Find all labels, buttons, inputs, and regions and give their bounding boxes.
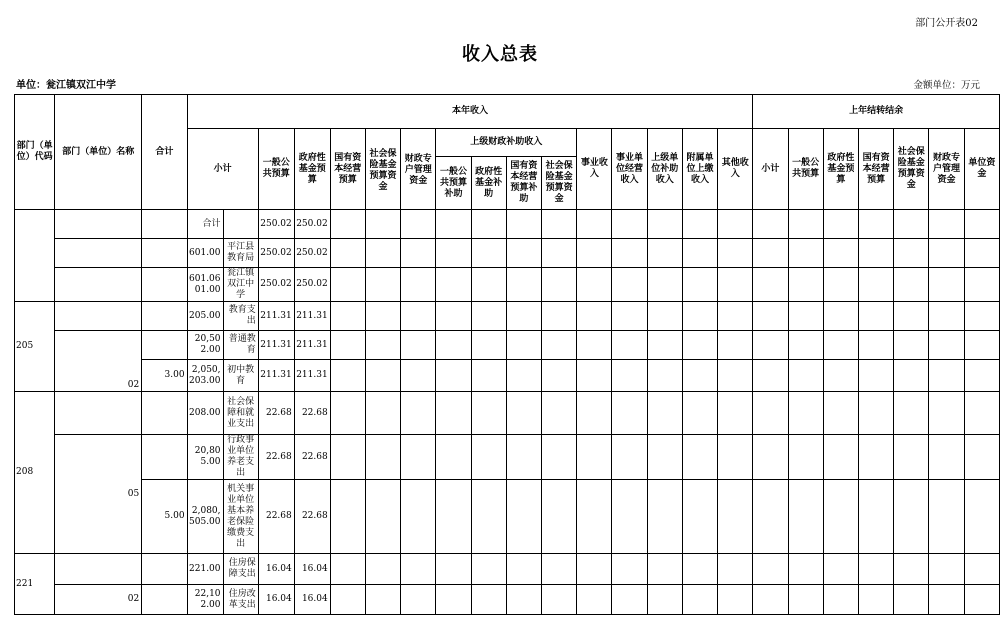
col-header-co-state-capital: 国有资本经营预算 [858,129,893,210]
sub-code-cell [55,302,142,331]
sub-code-cell [55,239,142,268]
item-code-cell [142,435,187,480]
item-code-cell [142,585,187,615]
col-header-social-insurance: 社会保险基金预算资金 [365,129,400,210]
general-cell: 22.68 [294,435,330,480]
item-code-cell [142,331,187,360]
general-cell: 16.04 [294,585,330,615]
col-header-co-unit-funds: 单位资金 [964,129,999,210]
subject-name-cell: 社会保障和就业支出 [223,392,258,435]
col-header-superior-subsidy: 上级财政补助收入 [436,129,577,157]
total-cell: 22.68 [258,392,294,435]
subject-cell: 221.00 [187,554,223,585]
subject-name-cell: 教育支出 [223,302,258,331]
general-cell: 211.31 [294,331,330,360]
table-row [15,302,1000,331]
subject-cell: 20,805.00 [187,435,223,480]
total-cell: 16.04 [258,554,294,585]
code-cell: 205 [15,302,55,392]
code-cell [15,210,55,302]
col-header-general-budget: 一般公共预算 [258,129,294,210]
table-row [15,392,1000,435]
col-header-co-social: 社会保险基金预算资金 [894,129,929,210]
col-header-co-gov-fund: 政府性基金预算 [823,129,858,210]
subject-cell: 合计 [187,210,223,239]
total-cell: 211.31 [258,360,294,392]
sub-code-cell: 02 [55,331,142,392]
general-cell: 250.02 [294,210,330,239]
total-cell: 22.68 [258,480,294,554]
item-code-cell [142,554,187,585]
subject-cell: 20,502.00 [187,331,223,360]
page-title: 收入总表 [462,44,538,65]
general-cell: 250.02 [294,268,330,302]
subject-cell: 2,080,505.00 [187,480,223,554]
col-header-subtotal: 小计 [187,129,258,210]
subject-name-cell: 住房改革支出 [223,585,258,615]
general-cell: 211.31 [294,360,330,392]
col-header-co-general: 一般公共预算 [788,129,823,210]
table-row [15,239,1000,268]
item-code-cell [142,392,187,435]
col-header-gov-fund: 政府性基金预算 [294,129,330,210]
col-header-other-income: 其他收入 [718,129,753,210]
col-header-carryover: 上年结转结余 [753,95,1000,129]
total-cell: 250.02 [258,268,294,302]
general-cell: 211.31 [294,302,330,331]
total-cell: 211.31 [258,302,294,331]
sub-code-cell [55,554,142,585]
table-row [15,554,1000,585]
subject-name-cell: 住房保障支出 [223,554,258,585]
item-code-cell [142,210,187,239]
col-header-total: 合计 [142,95,187,210]
form-id: 部门公开表02 [915,18,978,29]
col-header-state-capital: 国有资本经营预算 [330,129,365,210]
subject-cell: 2,050,203.00 [187,360,223,392]
subject-cell: 601.06 01.00 [187,268,223,302]
general-cell: 22.68 [294,480,330,554]
col-header-sup-general: 一般公共预算补助 [436,157,471,210]
table-row [15,435,1000,480]
subject-name-cell: 平江县教育局 [223,239,258,268]
subject-name-cell: 瓮江镇双江中学 [223,268,258,302]
col-header-name: 部门（单位）名称 [55,95,142,210]
col-header-co-fiscal-special: 财政专户管理资金 [929,129,964,210]
item-code-cell [142,268,187,302]
col-header-business-income: 事业收入 [577,129,612,210]
sub-code-cell: 05 [55,435,142,554]
amount-unit-label: 金额单位：万元 [913,80,980,91]
table-row [15,585,1000,615]
sub-code-cell: 02 [55,585,142,615]
sub-code-cell [55,210,142,239]
table-row [15,480,1000,554]
sub-code-cell [55,268,142,302]
sub-code-cell [55,392,142,435]
subject-name-cell: 普通教育 [223,331,258,360]
subject-name-cell [223,210,258,239]
general-cell: 250.02 [294,239,330,268]
item-code-cell: 3.00 [142,360,187,392]
table-row [15,331,1000,360]
item-code-cell: 5.00 [142,480,187,554]
col-header-code: 部门（单位）代码 [15,95,55,210]
total-cell: 211.31 [258,331,294,360]
col-header-affiliated-turnover: 附属单位上缴收入 [682,129,717,210]
item-code-cell [142,239,187,268]
subject-name-cell: 行政事业单位养老支出 [223,435,258,480]
col-header-co-subtotal: 小计 [753,129,788,210]
col-header-sup-state-capital: 国有资本经营预算补助 [506,157,541,210]
subject-cell: 205.00 [187,302,223,331]
item-code-cell [142,302,187,331]
table-row [15,210,1000,239]
col-header-operating-income: 事业单位经营收入 [612,129,647,210]
col-header-sup-social: 社会保险基金预算资金 [542,157,577,210]
col-header-fiscal-special: 财政专户管理资金 [401,129,436,210]
code-cell: 208 [15,392,55,554]
code-cell: 221 [15,554,55,615]
subject-cell: 601.00 [187,239,223,268]
total-cell: 22.68 [258,435,294,480]
col-header-upper-unit-subsidy: 上级单位补助收入 [647,129,682,210]
subject-name-cell: 初中教育 [223,360,258,392]
subject-cell: 208.00 [187,392,223,435]
subject-cell: 22,102.00 [187,585,223,615]
income-summary-table [14,94,1000,615]
table-row [15,268,1000,302]
table-row [15,360,1000,392]
general-cell: 16.04 [294,554,330,585]
general-cell: 22.68 [294,392,330,435]
col-header-current-year: 本年收入 [187,95,753,129]
col-header-sup-gov-fund: 政府性基金补助 [471,157,506,210]
total-cell: 250.02 [258,239,294,268]
unit-label: 单位：瓮江镇双江中学 [16,80,116,91]
subject-name-cell: 机关事业单位基本养老保险缴费支出 [223,480,258,554]
total-cell: 250.02 [258,210,294,239]
total-cell: 16.04 [258,585,294,615]
